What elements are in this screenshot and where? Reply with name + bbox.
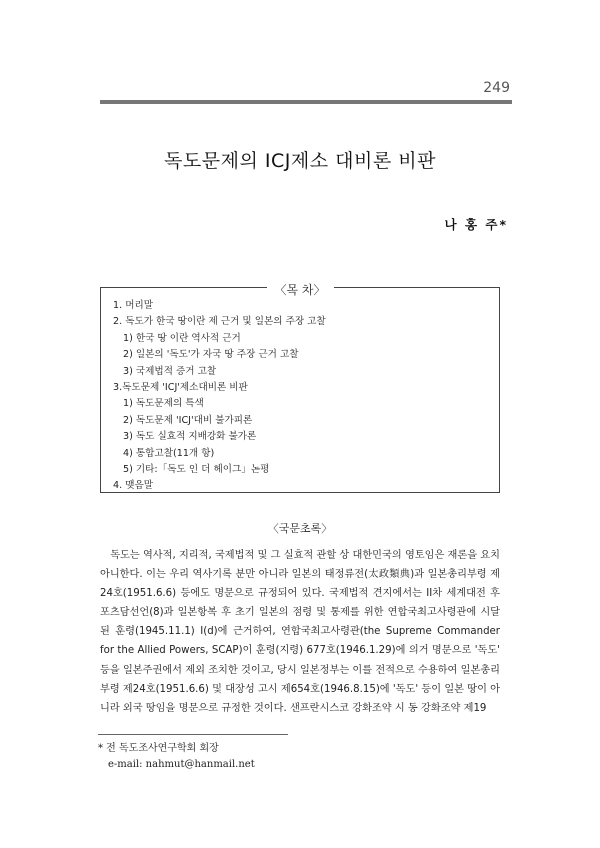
toc-item: 2) 일본의 '독도'가 자국 땅 주장 근거 고찰 [123,349,299,361]
toc-item: 1) 한국 땅 이란 역사적 근거 [123,332,241,344]
toc-item: 3.독도문제 'ICJ'제소대비론 비판 [113,382,248,394]
toc-item: 5) 기타:「독도 인 더 헤이그」논평 [123,464,270,476]
toc-item: 1) 독도문제의 특색 [123,398,204,410]
toc-heading [101,279,499,298]
toc-heading-label: 〈목 차〉 [267,283,334,297]
footnote-author-note: * 전 독도조사연구학회 회장 [98,743,219,754]
toc-list [113,298,489,495]
author-name: 나 홍 주* [444,217,508,232]
toc-item: 4. 맺음말 [113,480,154,492]
toc-item: 4) 통합고찰(11개 항) [123,447,215,459]
page-number: 249 [483,80,510,96]
abstract-heading: 〈국문초록〉 [267,522,333,535]
table-of-contents [100,283,500,493]
abstract-body: 독도는 역사적, 지리적, 국제법적 및 그 실효적 관할 상 대한민국의 영토임은 재론을 요치 아니한다. 이는 우리 역사기록 분만 아니라 일본의 태정류전(太政類典)과 일본총리부령 제24호(1951.6.6) 등에도 명문으로 규정되어 있다. 국제법적 견지에서는 II차 세계대전 후 포츠담선언(8)과 일본항복 후 초기 일본의 점령 및 통제를 위한 연합국최고사령관에 시달된 훈령(1945.11.1) I(d)에 근거하여, 연합국최고사령관(the Supreme Commander for the Allied Powers, SCAP)이 훈령(지령) 677호(1946.1.29)에 의거 명문으로 '독도' 등을 일본주권에서 제외 조치한 것이고, 당시 일본정부는 이를 전적으로 수용하여 일본총리부령 제24호(1951.6.6) 및 대장성 고시 제654호(1946.8.15)에 '독도' 등이 일본 땅이 아니라 외국 땅임을 명문으로 규정한 것이다. 샌프란시스코 강화조약 시 동 강화조약 제19 [100,550,501,714]
toc-item: 2) 독도문제 'ICJ'대비 불가피론 [123,414,253,426]
footnote [98,741,255,773]
toc-item: 2. 독도가 한국 땅이란 제 근거 및 일본의 주장 고찰 [113,316,326,328]
paper-title: 독도문제의 ICJ제소 대비론 비판 [164,150,436,172]
footnote-rule [98,734,288,735]
toc-item: 1. 머리말 [113,300,154,311]
toc-item: 3) 독도 실효적 지배강화 불가론 [123,431,257,443]
footnote-email: e-mail: nahmut@hanmail.net [108,759,255,770]
toc-item: 3) 국제법적 증거 고찰 [123,365,217,377]
header-rule [100,100,512,104]
